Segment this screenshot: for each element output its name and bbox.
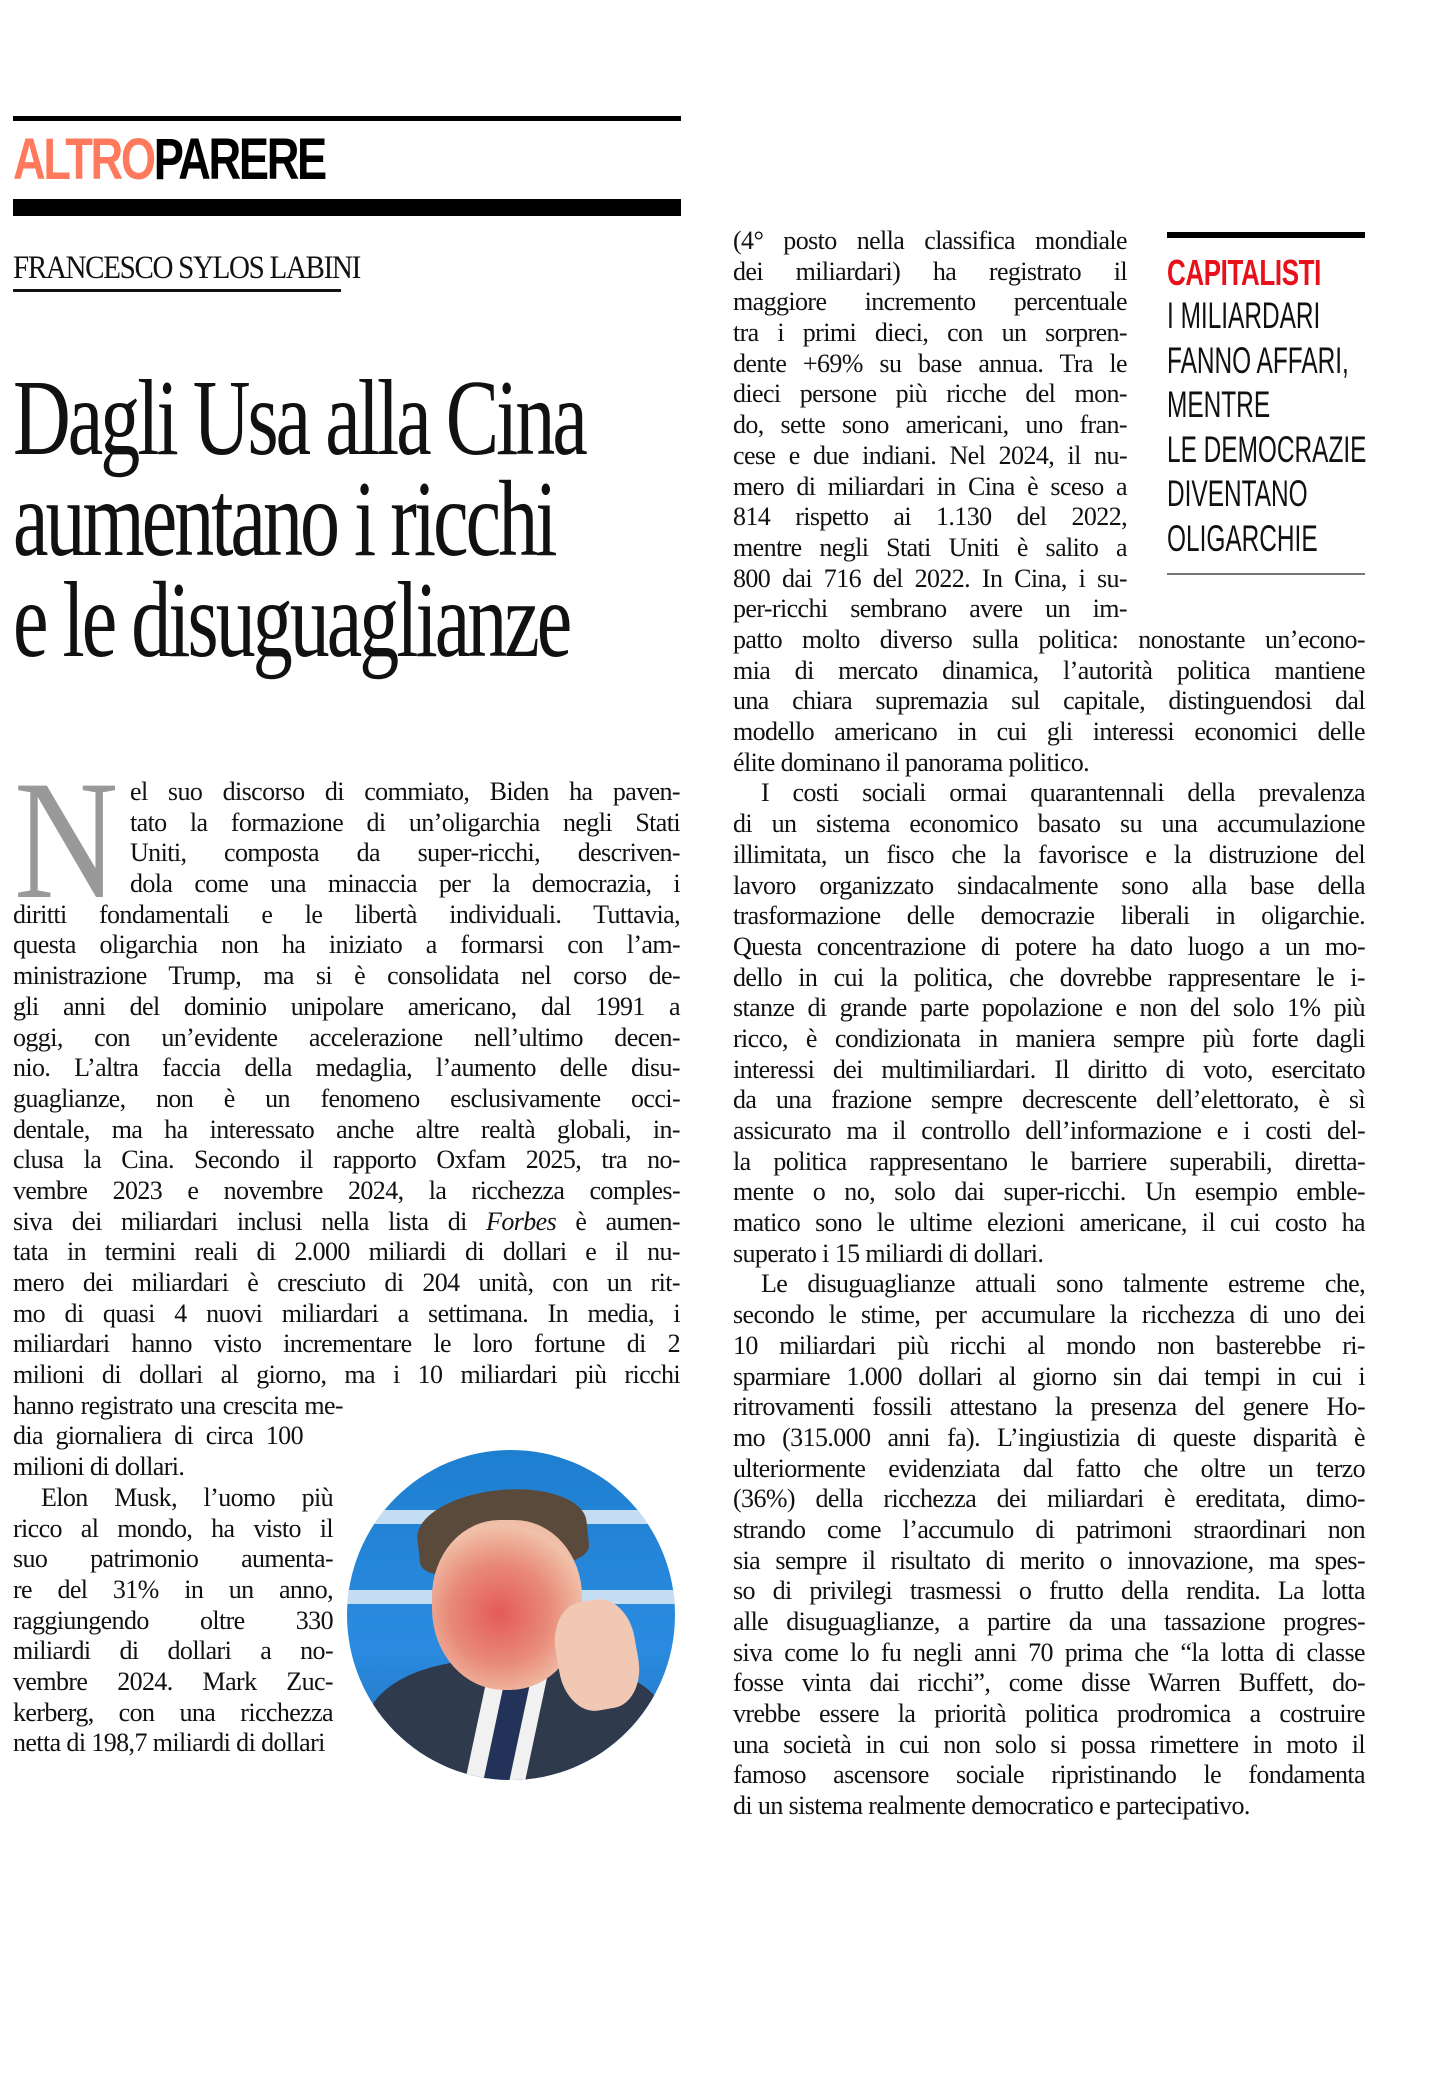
body-line: siva come lo fu negli anni 70 prima che “la lotta di classe xyxy=(733,1637,1365,1667)
body-line: vembre 2024. Mark Zuc- xyxy=(13,1666,333,1696)
body-line: netta di 198,7 miliardi di dollari xyxy=(13,1728,325,1758)
body-line: superato i 15 miliardi di dollari. xyxy=(733,1238,1044,1268)
body-line: strando come l’accumulo di patrimoni straordinari non xyxy=(733,1514,1365,1544)
top-rule xyxy=(13,116,681,121)
sidebar-line: I MILIARDARI xyxy=(1167,295,1321,336)
body-line: mero di miliardari in Cina è sceso a xyxy=(733,471,1127,501)
body-line: Le disuguaglianze attuali sono talmente estreme che, xyxy=(761,1269,1365,1299)
body-line: patto molto diverso sulla politica: nonostante un’econo- xyxy=(733,625,1365,654)
body-line: secondo le stime, per accumulare la ricchezza di uno dei xyxy=(733,1300,1365,1330)
body-line: el suo discorso di commiato, Biden ha paven- xyxy=(130,777,680,806)
body-line: (36%) della ricchezza dei miliardari è ereditata, dimo- xyxy=(733,1484,1365,1514)
body-line: siva dei miliardari inclusi nella lista di Forbes è aumen- xyxy=(13,1206,680,1236)
body-line: raggiungendo oltre 330 xyxy=(13,1605,333,1635)
body-line: hanno registrato una crescita me- xyxy=(13,1390,343,1420)
body-column-right-top xyxy=(733,226,1127,625)
drop-cap: N xyxy=(14,746,119,934)
body-line: fosse vinta dai ricchi”, come disse Warren Buffett, do- xyxy=(733,1668,1365,1698)
body-line: diritti fondamentali e le libertà individuali. Tuttavia, xyxy=(13,899,680,929)
body-line: 814 rispetto ai 1.130 del 2022, xyxy=(733,502,1127,532)
body-line: ulteriormente evidenziata dal fatto che oltre un terzo xyxy=(733,1453,1365,1483)
sidebar-top-rule xyxy=(1167,232,1365,238)
body-line: famoso ascensore sociale ripristinando le fondamenta xyxy=(733,1760,1365,1790)
body-line: trasformazione delle democrazie liberali in oligarchie. xyxy=(733,901,1365,931)
body-line: tato la formazione di un’oligarchia negli Stati xyxy=(130,807,680,837)
body-line: una chiara supremazia sul capitale, distinguendosi dal xyxy=(733,686,1365,716)
body-line: questa oligarchia non ha iniziato a formarsi con l’am- xyxy=(13,930,680,960)
body-line: 800 dai 716 del 2022. In Cina, i su- xyxy=(733,563,1127,593)
italic-publication-name: Forbes xyxy=(486,1206,557,1236)
author-byline: FRANCESCO SYLOS LABINI xyxy=(13,250,360,286)
body-line: mente o no, solo dai super-ricchi. Un esempio emble- xyxy=(733,1177,1365,1207)
sidebar-line: OLIGARCHIE xyxy=(1167,517,1318,559)
headline-line: e le disuguaglianze xyxy=(13,561,570,680)
body-line: di un sistema realmente democratico e partecipativo. xyxy=(733,1791,1250,1821)
body-line: dola come una minaccia per la democrazia, i xyxy=(130,869,680,899)
sidebar-line: FANNO AFFARI, xyxy=(1167,339,1349,381)
body-line: cese e due indiani. Nel 2024, il nu- xyxy=(733,440,1127,470)
body-line: da una frazione sempre decrescente dell’elettorato, è sì xyxy=(733,1085,1365,1115)
body-line: tata in termini reali di 2.000 miliardi di dollari e il nu- xyxy=(13,1237,680,1267)
body-line: modello americano in cui gli interessi economici delle xyxy=(733,717,1365,747)
body-line: mia di mercato dinamica, l’autorità politica mantiene xyxy=(733,655,1365,685)
body-line: dia giornaliera di circa 100 xyxy=(13,1421,303,1451)
body-line: milioni di dollari. xyxy=(13,1452,185,1482)
body-column-right xyxy=(733,625,1365,1822)
body-line: mero dei miliardari è cresciuto di 204 unità, con un rit- xyxy=(13,1268,680,1297)
body-line: di un sistema economico basato su una accumulazione xyxy=(733,809,1365,839)
body-line: stanze di grande parte popolazione e non del solo 1% più xyxy=(733,993,1365,1023)
body-line: dei miliardari) ha registrato il xyxy=(733,256,1127,286)
body-line: dente +69% su base annua. Tra le xyxy=(733,348,1127,378)
sidebar-bottom-rule xyxy=(1167,573,1365,575)
body-line: interessi dei multimiliardari. Il diritto di voto, esercitato xyxy=(733,1054,1365,1084)
sidebar-kicker: CAPITALISTI xyxy=(1167,252,1321,293)
body-line: Elon Musk, l’uomo più xyxy=(41,1482,333,1512)
section-title xyxy=(13,127,325,192)
body-line: dello in cui la politica, che dovrebbe rappresentare le i- xyxy=(733,962,1365,992)
body-line: sparmiare 1.000 dollari al giorno sin dai tempi in cui i xyxy=(733,1361,1365,1391)
section-title-main: PARERE xyxy=(153,127,325,192)
section-title-accent: ALTRO xyxy=(13,127,154,192)
body-line: ricco al mondo, ha visto il xyxy=(13,1513,333,1543)
body-line: ricco, è condizionata in maniera sempre più forte dagli xyxy=(733,1023,1365,1053)
body-line: miliardi di dollari a no- xyxy=(13,1636,333,1666)
body-line: gli anni del dominio unipolare americano, dal 1991 a xyxy=(13,991,680,1021)
body-line: mo (315.000 anni fa). L’ingiustizia di queste disparità è xyxy=(733,1422,1365,1452)
body-line: mentre negli Stati Uniti è salito a xyxy=(733,532,1127,562)
sidebar-pullquote xyxy=(1167,232,1365,575)
body-line: suo patrimonio aumenta- xyxy=(13,1544,333,1574)
body-line: dentale, ma ha interessato anche altre realtà globali, in- xyxy=(13,1114,680,1144)
sidebar-line: DIVENTANO xyxy=(1167,473,1308,514)
body-line: ritrovamenti fossili attestano la presenza del genere Ho- xyxy=(733,1392,1365,1422)
body-line: vrebbe essere la priorità politica prodromica a costruire xyxy=(733,1699,1365,1729)
body-line: 10 miliardari più ricchi al mondo non basterebbe ri- xyxy=(733,1330,1365,1360)
body-line: lavoro organizzato sindacalmente sono alla base della xyxy=(733,870,1365,900)
body-line: una società in cui non solo si possa rimettere in moto il xyxy=(733,1729,1365,1759)
body-line: tra i primi dieci, con un sorpren- xyxy=(733,318,1127,348)
body-line: mo di quasi 4 nuovi miliardari a settimana. In media, i xyxy=(13,1298,680,1328)
byline-rule xyxy=(13,289,341,292)
body-line: so di privilegi trasmessi o frutto della rendita. La lotta xyxy=(733,1576,1365,1606)
sidebar-line: MENTRE xyxy=(1167,384,1271,425)
body-line: dieci persone più ricche del mon- xyxy=(733,379,1127,409)
body-line: (4° posto nella classifica mondiale xyxy=(733,226,1127,255)
body-line: matico sono le ultime elezioni americane, il cui costo ha xyxy=(733,1208,1365,1238)
body-line: re del 31% in un anno, xyxy=(13,1574,333,1604)
body-line: ministrazione Trump, ma si è consolidata nel corso de- xyxy=(13,961,680,991)
photo-elon-musk xyxy=(347,1450,675,1780)
body-line: maggiore incremento percentuale xyxy=(733,287,1127,317)
body-line: I costi sociali ormai quarantennali della prevalenza xyxy=(761,778,1365,808)
headline-line: Dagli Usa alla Cina xyxy=(13,359,585,478)
body-line: illimitata, un fisco che la favorisce e la distruzione del xyxy=(733,839,1365,869)
body-line: kerberg, con una ricchezza xyxy=(13,1697,333,1727)
body-line: assicurato ma il controllo dell’informazione e i costi del- xyxy=(733,1116,1365,1145)
body-line: nio. L’altra faccia della medaglia, l’aumento delle disu- xyxy=(13,1053,680,1083)
body-line: sia sempre il risultato di merito o innovazione, ma spes- xyxy=(733,1545,1365,1575)
sidebar-line: LE DEMOCRAZIE xyxy=(1167,428,1367,470)
body-line: clusa la Cina. Secondo il rapporto Oxfam 2025, tra no- xyxy=(13,1145,680,1175)
body-line: oggi, con un’evidente accelerazione nell’ultimo decen- xyxy=(13,1022,680,1052)
body-line: Uniti, composta da super-ricchi, descriven- xyxy=(130,838,680,868)
body-line: do, sette sono americani, uno fran- xyxy=(733,410,1127,440)
body-line: Questa concentrazione di potere ha dato luogo a un mo- xyxy=(733,931,1365,961)
headline-line: aumentano i ricchi xyxy=(13,460,555,579)
body-line: élite dominano il panorama politico. xyxy=(733,747,1090,777)
body-line: per-ricchi sembrano avere un im- xyxy=(733,594,1127,624)
body-line: alle disuguaglianze, a partire da una tassazione progres- xyxy=(733,1607,1365,1636)
section-rule xyxy=(13,199,681,216)
body-line: miliardari hanno visto incrementare le loro fortune di 2 xyxy=(13,1329,680,1359)
body-line: vembre 2023 e novembre 2024, la ricchezza comples- xyxy=(13,1175,680,1205)
body-line: la politica rappresentano le barriere superabili, diretta- xyxy=(733,1146,1365,1176)
body-line: guaglianze, non è un fenomeno esclusivamente occi- xyxy=(13,1083,680,1113)
body-line: milioni di dollari al giorno, ma i 10 miliardari più ricchi xyxy=(13,1360,680,1390)
